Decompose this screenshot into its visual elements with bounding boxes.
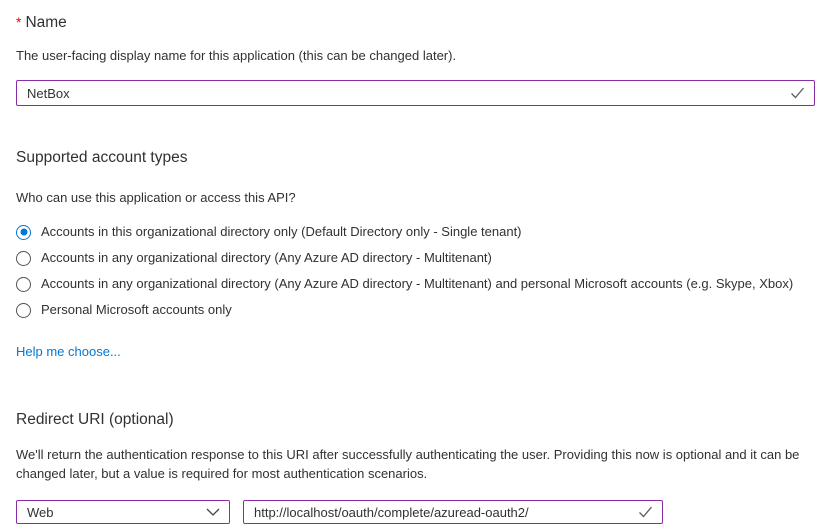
account-types-section-label: Supported account types (16, 149, 188, 166)
account-types-question: Who can use this application or access this API? (16, 190, 296, 205)
radio-option-label: Accounts in any organizational directory (Any Azure AD directory - Multitenant) (41, 250, 492, 265)
help-me-choose-link[interactable]: Help me choose... (16, 344, 121, 359)
redirect-uri-input[interactable] (243, 500, 663, 524)
name-label-text: Name (25, 14, 67, 31)
radio-option-personal-only[interactable] (16, 297, 815, 323)
radio-button-icon[interactable] (16, 251, 31, 266)
radio-button-icon[interactable] (16, 225, 31, 240)
name-field-wrapper (16, 80, 815, 106)
radio-option-single-tenant[interactable] (16, 219, 815, 245)
redirect-uri-section-label: Redirect URI (optional) (16, 411, 174, 428)
redirect-uri-description: We'll return the authentication response to this URI after successfully authenticating the user. Providing this now is optional and it can be changed later, but a value is required for most authentication scenarios. (16, 447, 800, 481)
platform-select-value: Web (27, 504, 54, 520)
radio-option-multitenant-personal[interactable] (16, 271, 815, 297)
name-section-label (16, 12, 815, 33)
platform-select[interactable] (16, 500, 230, 524)
redirect-uri-row (16, 500, 815, 524)
radio-button-icon[interactable] (16, 277, 31, 292)
account-types-radio-group (16, 219, 815, 323)
redirect-uri-field-wrapper (243, 500, 663, 524)
name-description: The user-facing display name for this application (this can be changed later). (16, 48, 457, 63)
name-input[interactable] (16, 80, 815, 106)
radio-button-icon[interactable] (16, 303, 31, 318)
radio-option-label: Personal Microsoft accounts only (41, 302, 232, 317)
chevron-down-icon (206, 508, 220, 516)
radio-option-label: Accounts in this organizational directory only (Default Directory only - Single tenant) (41, 224, 522, 239)
radio-option-multitenant[interactable] (16, 245, 815, 271)
radio-option-label: Accounts in any organizational directory (Any Azure AD directory - Multitenant) and personal Microsoft accounts (e.g. Skype, Xbox) (41, 276, 794, 291)
required-asterisk: * (16, 14, 22, 30)
